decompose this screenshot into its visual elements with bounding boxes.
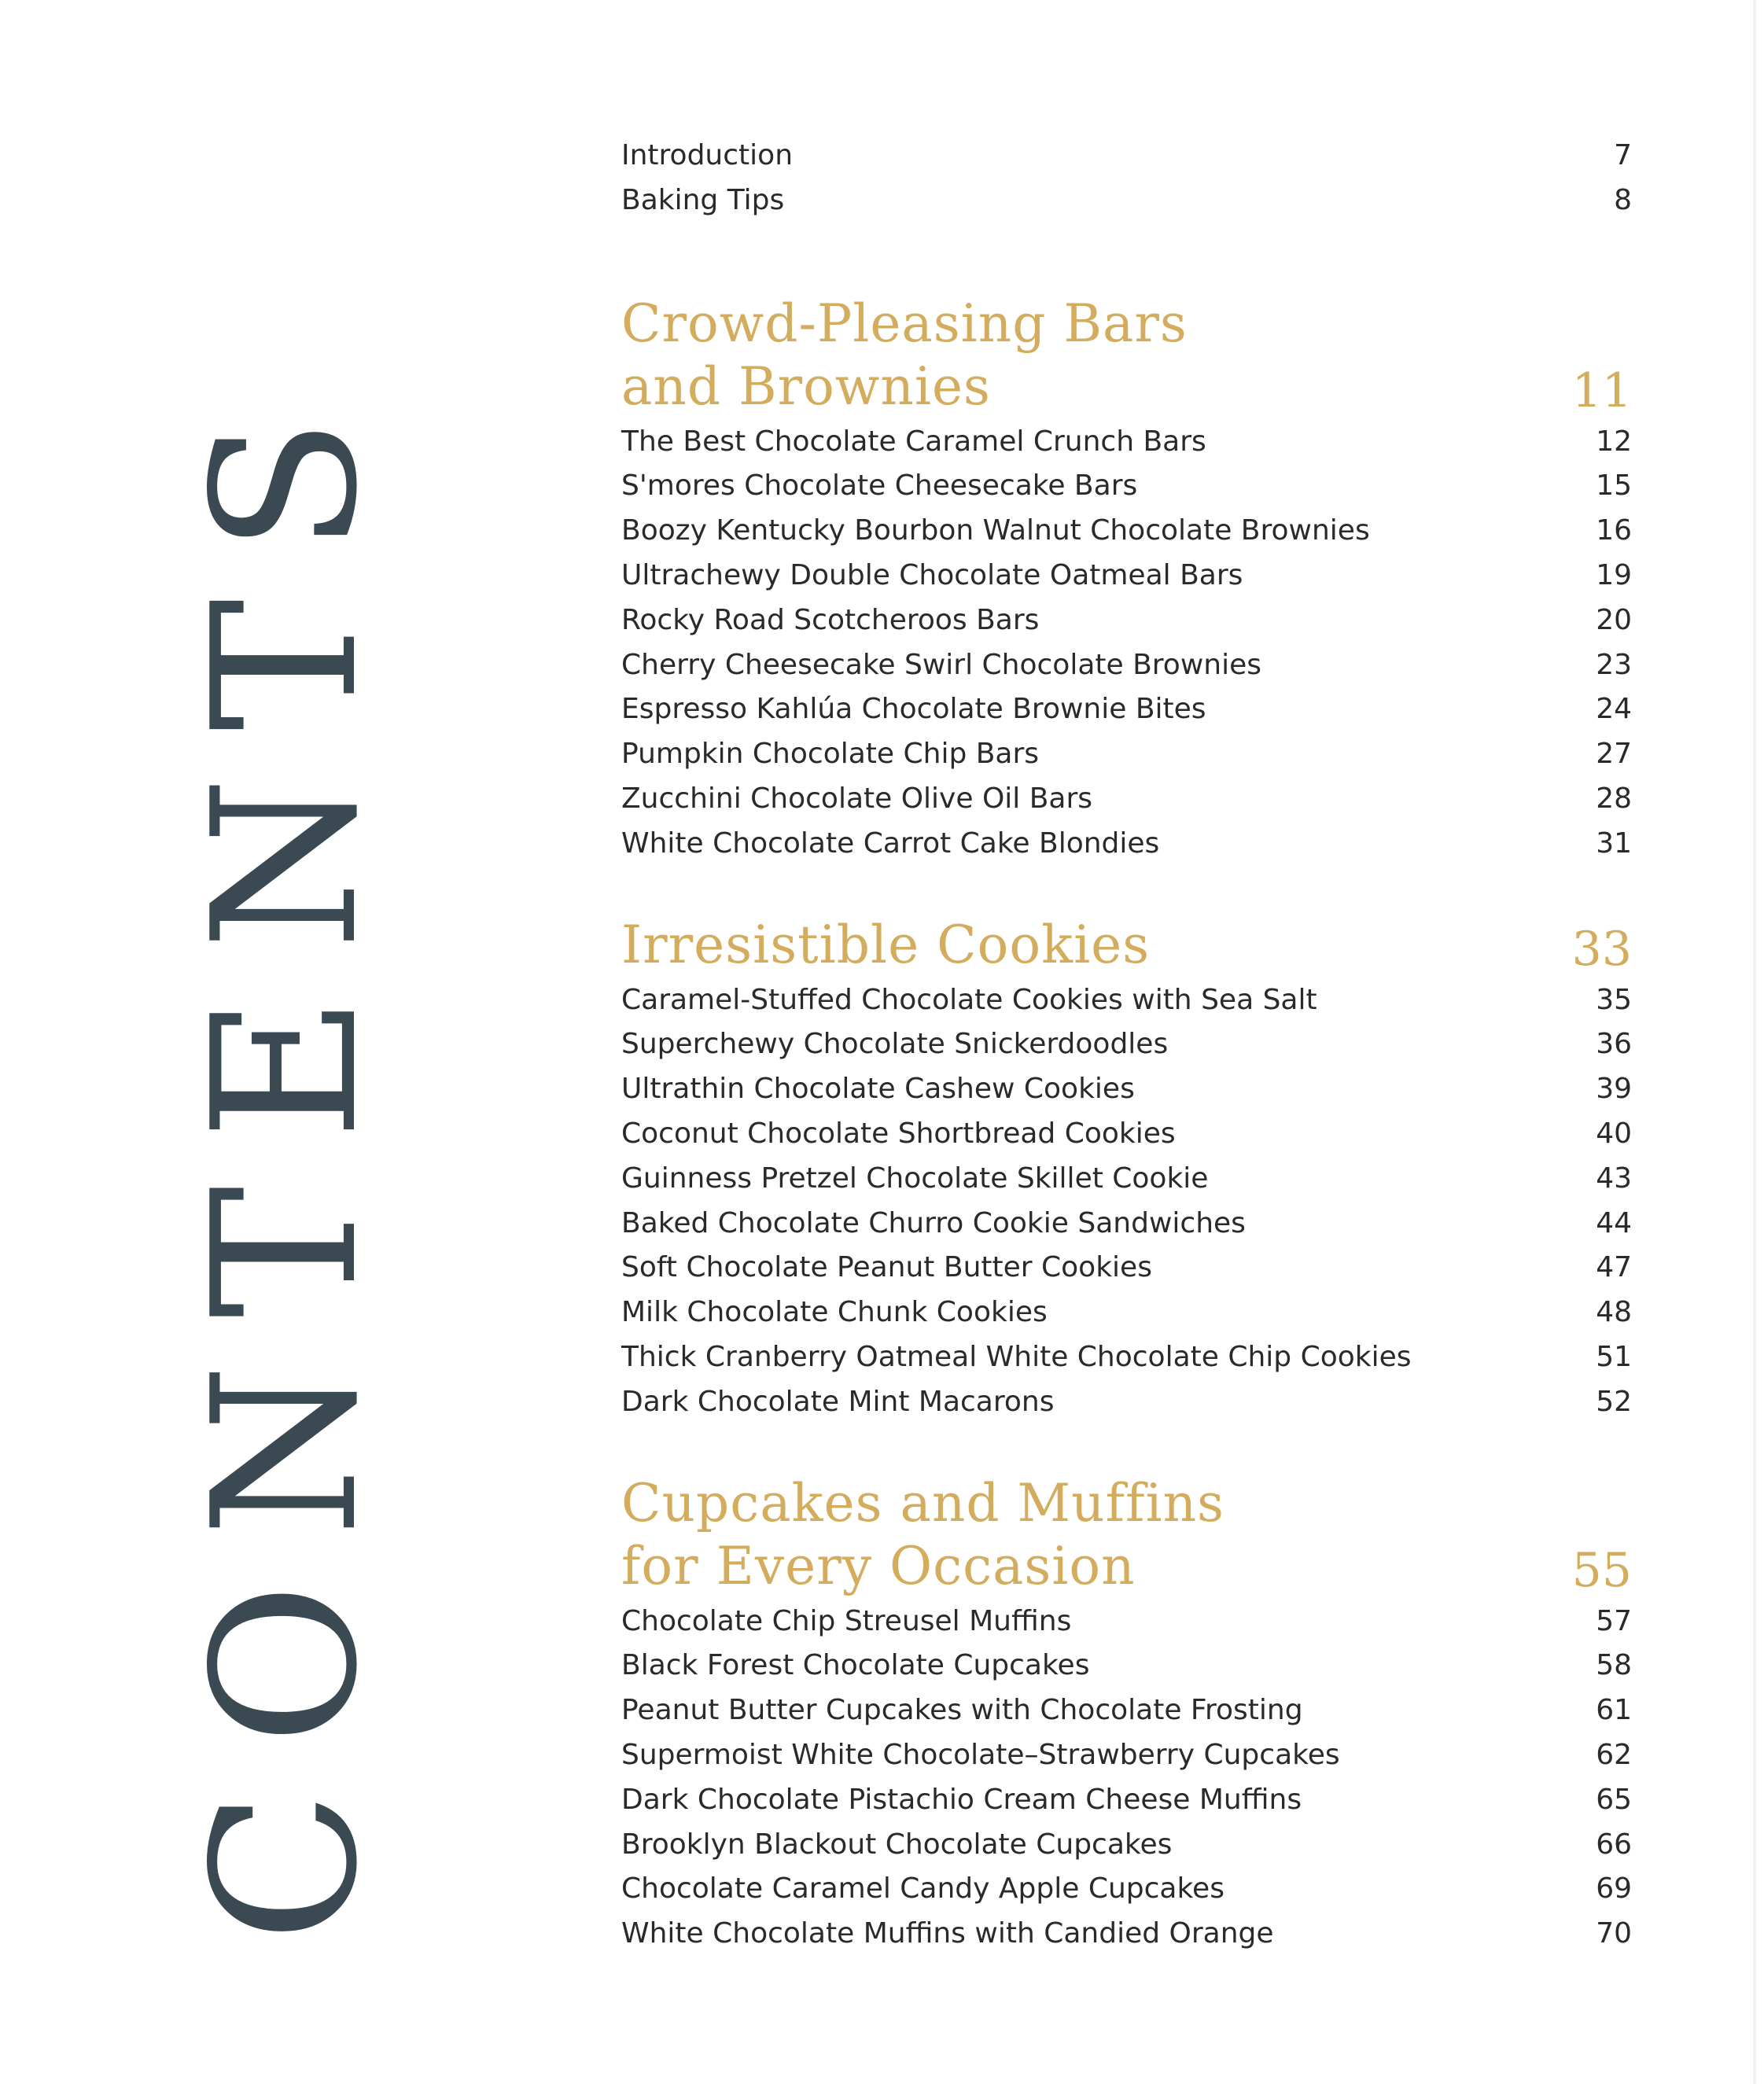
- section-cookies: [621, 914, 1632, 1425]
- toc-entry[interactable]: [621, 554, 1632, 598]
- toc-entry-title: Espresso Kahlúa Chocolate Brownie Bites: [621, 693, 1206, 726]
- section-bars-and-brownies: [621, 293, 1632, 867]
- toc-entry-page: 28: [1596, 782, 1632, 815]
- toc-entry-title: Zucchini Chocolate Olive Oil Bars: [621, 782, 1093, 815]
- page-edge-shadow: [1753, 0, 1756, 2084]
- toc-entry[interactable]: [621, 1112, 1632, 1157]
- toc-entry-title: Coconut Chocolate Shortbread Cookies: [621, 1117, 1176, 1150]
- toc-entry[interactable]: [621, 1644, 1632, 1688]
- toc-entry[interactable]: [621, 978, 1632, 1023]
- intro-entries: [621, 134, 1632, 223]
- toc-entry-baking-tips[interactable]: [621, 179, 1632, 223]
- toc-entry[interactable]: [621, 1202, 1632, 1246]
- toc-entry-page: 58: [1596, 1649, 1632, 1682]
- toc-entry-title: Supermoist White Chocolate–Strawberry Cupcakes: [621, 1738, 1340, 1771]
- toc-entry-title: The Best Chocolate Caramel Crunch Bars: [621, 425, 1206, 458]
- toc-entry[interactable]: [621, 1067, 1632, 1112]
- toc-entry-page: 19: [1596, 558, 1632, 591]
- toc-entry-page: 7: [1614, 139, 1632, 171]
- toc-entry[interactable]: [621, 1291, 1632, 1335]
- toc-entry-page: 35: [1596, 983, 1632, 1016]
- toc-entry-page: 61: [1596, 1694, 1632, 1727]
- toc-entry-title: Black Forest Chocolate Cupcakes: [621, 1649, 1090, 1682]
- toc-entry-page: 16: [1596, 514, 1632, 547]
- toc-entry[interactable]: [621, 1380, 1632, 1425]
- toc-entry[interactable]: [621, 1335, 1632, 1380]
- toc-entry-title: Cherry Cheesecake Swirl Chocolate Brownies: [621, 648, 1261, 681]
- section-title: Irresistible Cookies: [621, 914, 1151, 975]
- toc-entry-title: Boozy Kentucky Bourbon Walnut Chocolate Brownies: [621, 514, 1370, 547]
- toc-entry[interactable]: [621, 1867, 1632, 1912]
- toc-entry-title: Thick Cranberry Oatmeal White Chocolate Chip Cookies: [621, 1340, 1412, 1373]
- toc-entry-page: 57: [1596, 1604, 1632, 1637]
- toc-entry-title: Brooklyn Blackout Chocolate Cupcakes: [621, 1828, 1173, 1861]
- toc-entry[interactable]: [621, 1823, 1632, 1868]
- toc-entry[interactable]: [621, 1778, 1632, 1823]
- table-of-contents: [621, 134, 1632, 1957]
- toc-entry-page: 23: [1596, 648, 1632, 681]
- section-heading[interactable]: [621, 1472, 1632, 1598]
- toc-entry-title: Rocky Road Scotcheroos Bars: [621, 603, 1040, 636]
- section-heading[interactable]: [621, 914, 1632, 977]
- toc-entry-title: Caramel-Stuffed Chocolate Cookies with Sea Salt: [621, 983, 1317, 1016]
- section-heading[interactable]: [621, 293, 1632, 418]
- toc-entry-title: Dark Chocolate Pistachio Cream Cheese Muffins: [621, 1783, 1302, 1816]
- section-page: 33: [1571, 921, 1632, 977]
- toc-entry[interactable]: [621, 420, 1632, 465]
- toc-entry-title: Pumpkin Chocolate Chip Bars: [621, 738, 1040, 771]
- toc-entry-introduction[interactable]: [621, 134, 1632, 179]
- toc-entry[interactable]: [621, 1246, 1632, 1291]
- toc-entry-page: 12: [1596, 425, 1632, 458]
- toc-entry-title: White Chocolate Carrot Cake Blondies: [621, 827, 1160, 860]
- toc-entry-page: 24: [1596, 693, 1632, 726]
- toc-entry-page: 52: [1596, 1385, 1632, 1418]
- toc-entry-title: Baking Tips: [621, 183, 785, 216]
- toc-entry[interactable]: [621, 1157, 1632, 1202]
- toc-entry-page: 66: [1596, 1828, 1632, 1861]
- toc-entry[interactable]: [621, 1600, 1632, 1644]
- toc-entry-page: 27: [1596, 738, 1632, 771]
- toc-entry-title: Chocolate Chip Streusel Muffins: [621, 1604, 1072, 1637]
- section-title: Cupcakes and Muffins for Every Occasion: [621, 1472, 1224, 1596]
- toc-entry-title: Ultrathin Chocolate Cashew Cookies: [621, 1073, 1135, 1106]
- section-title: Crowd-Pleasing Bars and Brownies: [621, 293, 1188, 417]
- toc-entry-title: Peanut Butter Cupcakes with Chocolate Frosting: [621, 1694, 1303, 1727]
- toc-entry-page: 8: [1614, 183, 1632, 216]
- toc-entry[interactable]: [621, 1733, 1632, 1778]
- toc-entry-title: Guinness Pretzel Chocolate Skillet Cookie: [621, 1162, 1209, 1195]
- toc-entry[interactable]: [621, 732, 1632, 777]
- toc-entry-page: 44: [1596, 1206, 1632, 1239]
- toc-entry[interactable]: [621, 464, 1632, 509]
- toc-entry[interactable]: [621, 598, 1632, 643]
- toc-entry-page: 40: [1596, 1117, 1632, 1150]
- toc-entry[interactable]: [621, 822, 1632, 867]
- toc-entry-page: 70: [1596, 1917, 1632, 1950]
- toc-entry-page: 48: [1596, 1296, 1632, 1329]
- toc-entry-title: Ultrachewy Double Chocolate Oatmeal Bars: [621, 558, 1243, 591]
- toc-entry-page: 39: [1596, 1073, 1632, 1106]
- toc-entry-page: 15: [1596, 469, 1632, 503]
- toc-entry[interactable]: [621, 643, 1632, 688]
- toc-entry[interactable]: [621, 1912, 1632, 1957]
- toc-entry-title: Superchewy Chocolate Snickerdoodles: [621, 1028, 1169, 1061]
- toc-entry-title: Chocolate Caramel Candy Apple Cupcakes: [621, 1872, 1224, 1905]
- toc-entry-title: Baked Chocolate Churro Cookie Sandwiches: [621, 1206, 1246, 1239]
- section-page: 11: [1571, 363, 1632, 418]
- toc-entry-page: 36: [1596, 1028, 1632, 1061]
- toc-entry-page: 31: [1596, 827, 1632, 860]
- toc-entry-page: 47: [1596, 1251, 1632, 1284]
- toc-entry-title: Dark Chocolate Mint Macarons: [621, 1385, 1055, 1418]
- section-page: 55: [1571, 1542, 1632, 1598]
- toc-entry[interactable]: [621, 1022, 1632, 1067]
- toc-entry-page: 43: [1596, 1162, 1632, 1195]
- toc-entry[interactable]: [621, 1688, 1632, 1733]
- toc-entry[interactable]: [621, 687, 1632, 732]
- toc-entry-page: 69: [1596, 1872, 1632, 1905]
- toc-entry-title: Introduction: [621, 139, 794, 171]
- toc-entry[interactable]: [621, 777, 1632, 822]
- toc-entry-title: S'mores Chocolate Cheesecake Bars: [621, 469, 1138, 503]
- toc-entry-page: 65: [1596, 1783, 1632, 1816]
- contents-side-title: CONTENTS: [171, 371, 401, 1942]
- toc-entry-title: Soft Chocolate Peanut Butter Cookies: [621, 1251, 1152, 1284]
- toc-entry-title: Milk Chocolate Chunk Cookies: [621, 1296, 1048, 1329]
- toc-entry-title: White Chocolate Muffins with Candied Orange: [621, 1917, 1274, 1950]
- toc-entry-page: 20: [1596, 603, 1632, 636]
- toc-entry-page: 62: [1596, 1738, 1632, 1771]
- toc-entry-page: 51: [1596, 1340, 1632, 1373]
- section-cupcakes-and-muffins: [621, 1472, 1632, 1957]
- toc-entry[interactable]: [621, 509, 1632, 554]
